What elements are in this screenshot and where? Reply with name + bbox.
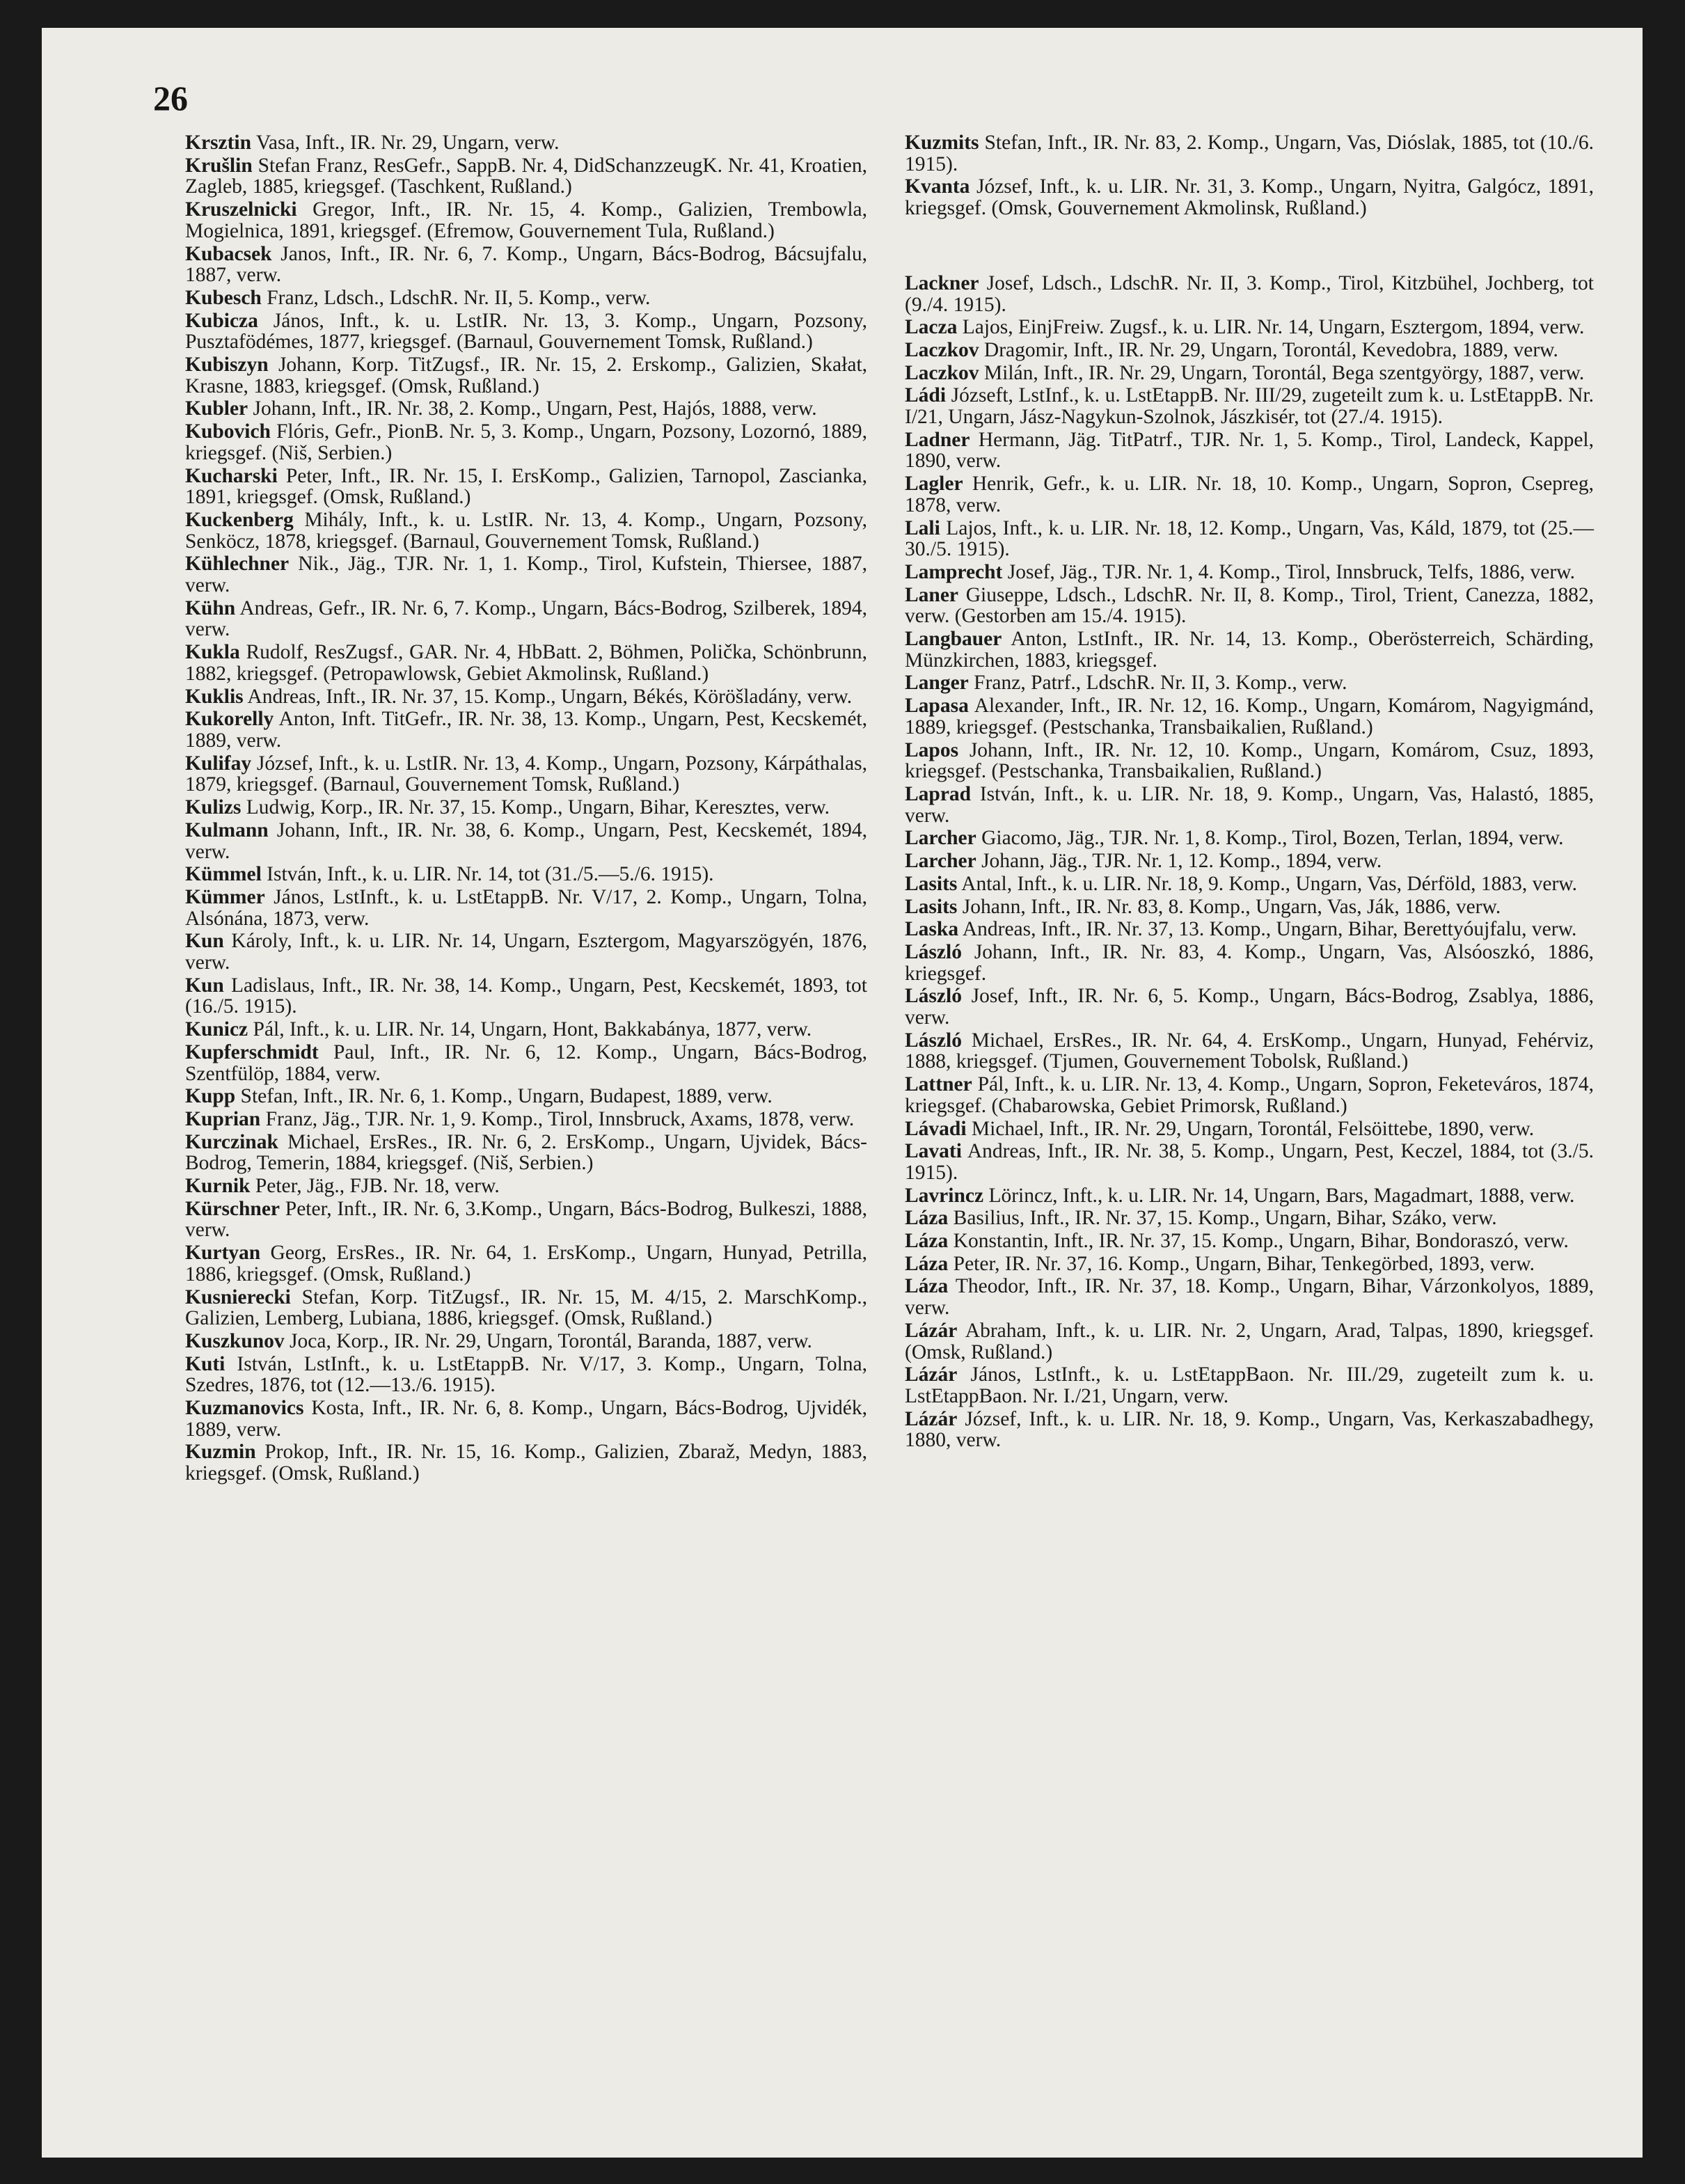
entry-details: Theodor, Inft., IR. Nr. 37, 18. Komp., Ungarn, Bihar, Várzonkolyos, 1889, verw. xyxy=(905,1275,1595,1320)
register-entry xyxy=(185,887,867,929)
entry-surname: Láza xyxy=(905,1207,949,1230)
register-entry xyxy=(185,1019,867,1040)
register-entry xyxy=(905,1185,1594,1207)
entry-details: Stefan, Inft., IR. Nr. 83, 2. Komp., Ungarn, Vas, Dióslak, 1885, tot (10./6. 1915). xyxy=(905,132,1594,175)
register-entry xyxy=(905,1409,1594,1451)
entry-details: Anton, Inft. TitGefr., IR. Nr. 38, 13. Komp., Ungarn, Pest, Kecskemét, 1889, verw. xyxy=(185,708,867,752)
entry-surname: Laska xyxy=(905,918,959,941)
entry-details: Milán, Inft., IR. Nr. 29, Ungarn, Torontál, Bega szentgyörgy, 1887, verw. xyxy=(983,361,1585,384)
entry-surname: Langbauer xyxy=(905,628,1002,651)
entry-details: János, LstInft., k. u. LstEtappBaon. Nr. III./29, zugeteilt zum k. u. LstEtappBaon. Nr. I./21, Ungarn, verw. xyxy=(905,1363,1595,1407)
entry-surname: Kupp xyxy=(185,1085,236,1108)
register-entry xyxy=(905,585,1594,627)
entry-details: Michael, Inft., IR. Nr. 29, Ungarn, Torontál, Felsöittebe, 1890, verw. xyxy=(971,1117,1535,1140)
entry-surname: Kubiszyn xyxy=(185,354,269,377)
register-entry xyxy=(185,1176,867,1197)
entry-details: Anton, LstInft., IR. Nr. 14, 13. Komp., Oberösterreich, Schärding, Münzkirchen, 1883, kriegsgef. xyxy=(905,628,1594,672)
register-entry xyxy=(185,1398,867,1440)
register-entry xyxy=(185,598,867,640)
register-entry xyxy=(905,473,1594,516)
entry-details: Peter, IR. Nr. 37, 16. Komp., Ungarn, Bihar, Tenkegörbed, 1893, verw. xyxy=(953,1252,1535,1275)
entry-surname: Kuti xyxy=(185,1352,226,1375)
entry-details: Dragomir, Inft., IR. Nr. 29, Ungarn, Torontál, Kevedobra, 1889, verw. xyxy=(983,338,1558,361)
entry-details: Antal, Inft., k. u. LIR. Nr. 18, 9. Komp., Ungarn, Vas, Dérföld, 1883, verw. xyxy=(961,872,1578,895)
entry-surname: Larcher xyxy=(905,850,976,873)
entry-details: Franz, Jäg., TJR. Nr. 1, 9. Komp., Tirol, Innsbruck, Axams, 1878, verw. xyxy=(265,1107,855,1130)
entry-surname: Kubesch xyxy=(185,286,262,309)
entry-surname: Langer xyxy=(905,672,969,695)
entry-surname: Kucharski xyxy=(185,464,278,487)
register-entry xyxy=(905,986,1594,1028)
register-entry xyxy=(185,287,867,309)
entry-details: József, Inft., k. u. LstIR. Nr. 13, 4. Komp., Ungarn, Pozsony, Kárpáthalas, 1879, kriegsgef. (Barnaul, Gouvernement Tomsk, Rußland.) xyxy=(185,752,867,796)
entry-details: Johann, Jäg., TJR. Nr. 1, 12. Komp., 1894, verw. xyxy=(981,850,1382,873)
register-entry xyxy=(185,864,867,885)
entry-surname: Kubovich xyxy=(185,420,271,443)
register-entry xyxy=(905,385,1594,427)
register-entry xyxy=(905,919,1594,940)
entry-details: János, LstInft., k. u. LstEtappB. Nr. V/17, 2. Komp., Ungarn, Tolna, Alsónána, 1873, verw. xyxy=(185,885,867,930)
register-entry xyxy=(185,1242,867,1285)
entry-surname: Kürschner xyxy=(185,1197,280,1220)
entry-surname: Lagler xyxy=(905,473,963,496)
entry-surname: Larcher xyxy=(905,827,976,850)
entry-details: Lörincz, Inft., k. u. LIR. Nr. 14, Ungarn, Bars, Magadmart, 1888, verw. xyxy=(988,1184,1575,1207)
entry-surname: Lapos xyxy=(905,738,959,761)
entry-details: Prokop, Inft., IR. Nr. 15, 16. Komp., Galizien, Zbaraž, Medyn, 1883, kriegsgef. (Omsk, Rußland.) xyxy=(185,1441,868,1485)
register-entry xyxy=(185,466,867,508)
entry-surname: Lapasa xyxy=(905,695,969,718)
register-entry xyxy=(185,975,867,1018)
register-entry xyxy=(185,753,867,796)
entry-details: Basilius, Inft., IR. Nr. 37, 15. Komp., Ungarn, Bihar, Száko, verw. xyxy=(953,1207,1497,1230)
entry-surname: Kusnierecki xyxy=(185,1285,291,1308)
entry-surname: Láza xyxy=(905,1230,949,1253)
entry-details: Stefan, Inft., IR. Nr. 6, 1. Komp., Ungarn, Budapest, 1889, verw. xyxy=(240,1085,773,1108)
entry-details: Joca, Korp., IR. Nr. 29, Ungarn, Torontál, Baranda, 1887, verw. xyxy=(290,1329,812,1352)
entry-surname: Kukla xyxy=(185,641,240,664)
entry-surname: Kulifay xyxy=(185,752,252,775)
entry-details: Giuseppe, Ldsch., LdschR. Nr. II, 8. Komp., Tirol, Trient, Canezza, 1882, verw. (Gestorben am 15./4. 1915). xyxy=(905,583,1595,628)
register-entry xyxy=(905,1118,1594,1140)
entry-surname: Laczkov xyxy=(905,338,979,361)
register-entry xyxy=(905,672,1594,694)
entry-details: Pál, Inft., k. u. LIR. Nr. 14, Ungarn, Hont, Bakkabánya, 1877, verw. xyxy=(253,1018,812,1041)
entry-details: Stefan, Korp. TitZugsf., IR. Nr. 15, M. 4/15, 2. MarschKomp., Galizien, Lemberg, Lubiana, 1886, kriegsgef. (Omsk, Rußland.) xyxy=(185,1285,867,1330)
entry-details: Peter, Inft., IR. Nr. 15, I. ErsKomp., Galizien, Tarnopol, Zascianka, 1891, kriegsgef. (Omsk, Rußland.) xyxy=(185,464,867,509)
entry-details: Hermann, Jäg. TitPatrf., TJR. Nr. 1, 5. Komp., Tirol, Landeck, Kappel, 1890, verw. xyxy=(905,428,1594,473)
entry-details: József, Inft., k. u. LIR. Nr. 31, 3. Komp., Ungarn, Nyitra, Galgócz, 1891, kriegsgef. (Omsk, Gouvernement Akmolinsk, Rußland.) xyxy=(905,175,1595,220)
entry-details: Lajos, Inft., k. u. LIR. Nr. 18, 12. Komp., Ungarn, Vas, Káld, 1879, tot (25.—30./5. 1915). xyxy=(905,516,1595,561)
entry-surname: Lattner xyxy=(905,1073,972,1096)
entry-surname: Kuzmits xyxy=(905,132,979,154)
register-entry xyxy=(905,896,1594,918)
entry-surname: Kurtyan xyxy=(185,1242,261,1265)
entry-details: Johann, Inft., IR. Nr. 38, 6. Komp., Ungarn, Pest, Kecskemét, 1894, verw. xyxy=(185,818,868,863)
entry-surname: László xyxy=(905,1029,962,1052)
entry-details: Michael, ErsRes., IR. Nr. 6, 2. ErsKomp., Ungarn, Ujvidek, Bács-Bodrog, Temerin, 1884, kriegsgef. (Niš, Serbien.) xyxy=(185,1130,868,1175)
entry-details: Stefan Franz, ResGefr., SappB. Nr. 4, DidSchanzzeugK. Nr. 41, Kroatien, Zagleb, 1885, kriegsgef. (Taschkent, Rußland.) xyxy=(185,154,867,198)
entry-details: Janos, Inft., IR. Nr. 6, 7. Komp., Ungarn, Bács-Bodrog, Bácsujfalu, 1887, verw. xyxy=(185,242,867,287)
entry-surname: Lali xyxy=(905,516,940,539)
entry-details: Franz, Ldsch., LdschR. Nr. II, 5. Komp., verw. xyxy=(267,286,651,309)
entry-details: Lajos, EinjFreiw. Zugsf., k. u. LIR. Nr. 14, Ungarn, Esztergom, 1894, verw. xyxy=(962,316,1585,339)
entry-surname: Laner xyxy=(905,583,959,606)
section-gap xyxy=(905,221,1594,273)
register-entry xyxy=(905,942,1594,984)
entry-surname: Kunicz xyxy=(185,1018,248,1041)
entry-details: Nik., Jäg., TJR. Nr. 1, 1. Komp., Tirol, Kufstein, Thiersee, 1887, verw. xyxy=(185,553,868,597)
entry-surname: Kuprian xyxy=(185,1107,261,1130)
entry-surname: Krsztin xyxy=(185,132,252,154)
entry-surname: Kubicza xyxy=(185,309,258,332)
entry-details: János, Inft., k. u. LstIR. Nr. 13, 3. Komp., Ungarn, Pozsony, Pusztafödémes, 1877, kriegsgef. (Barnaul, Gouvernement Tomsk, Rußland.) xyxy=(185,309,867,354)
register-entry xyxy=(185,310,867,353)
register-entry xyxy=(905,340,1594,361)
entry-surname: Kulizs xyxy=(185,796,242,819)
entry-surname: Lasits xyxy=(905,895,958,918)
register-entry xyxy=(185,1109,867,1130)
entry-surname: Lázár xyxy=(905,1363,958,1386)
entry-details: Michael, ErsRes., IR. Nr. 64, 4. ErsKomp., Ungarn, Hunyad, Fehérviz, 1888, kriegsgef. (Tjumen, Gouvernement Tobolsk, Rußland.) xyxy=(905,1029,1594,1073)
entry-details: Giacomo, Jäg., TJR. Nr. 1, 8. Komp., Tirol, Bozen, Terlan, 1894, verw. xyxy=(981,827,1564,850)
register-entry xyxy=(185,1198,867,1241)
entry-surname: Láza xyxy=(905,1252,949,1275)
entry-details: Andreas, Inft., IR. Nr. 37, 15. Komp., Ungarn, Békés, Köröšladány, verw. xyxy=(247,685,853,708)
register-entry xyxy=(905,518,1594,560)
entry-details: Henrik, Gefr., k. u. LIR. Nr. 18, 10. Komp., Ungarn, Sopron, Csepreg, 1878, verw. xyxy=(905,473,1595,516)
entry-surname: Ládi xyxy=(905,384,947,407)
entry-details: Abraham, Inft., k. u. LIR. Nr. 2, Ungarn, Arad, Talpas, 1890, kriegsgef. (Omsk, Rußland.) xyxy=(905,1319,1594,1363)
entry-details: Paul, Inft., IR. Nr. 6, 12. Komp., Ungarn, Bács-Bodrog, Szentfülöp, 1884, verw. xyxy=(185,1040,867,1085)
entry-surname: Laczkov xyxy=(905,361,979,384)
entry-surname: Lacza xyxy=(905,316,958,339)
register-entry xyxy=(905,132,1594,175)
register-entry xyxy=(905,562,1594,583)
page xyxy=(42,28,1643,2158)
register-entry xyxy=(905,1030,1594,1073)
page-number: 26 xyxy=(153,79,188,118)
entry-surname: Kvanta xyxy=(905,175,970,198)
entry-surname: Krušlin xyxy=(185,154,253,177)
entry-details: Johann, Inft., IR. Nr. 83, 8. Komp., Ungarn, Vas, Ják, 1886, verw. xyxy=(962,895,1501,918)
register-entry xyxy=(905,1364,1594,1407)
entry-surname: Kurnik xyxy=(185,1175,251,1198)
entry-details: Josef, Jäg., TJR. Nr. 1, 4. Komp., Tirol, Innsbruck, Telfs, 1886, verw. xyxy=(1007,560,1575,583)
register-entry xyxy=(185,244,867,286)
entry-surname: Lázár xyxy=(905,1319,958,1342)
register-entry xyxy=(185,1132,867,1174)
register-entry xyxy=(905,1141,1594,1183)
entry-surname: Kurczinak xyxy=(185,1130,278,1153)
register-entry xyxy=(905,828,1594,849)
register-entry xyxy=(185,797,867,818)
entry-details: Johann, Inft., IR. Nr. 12, 10. Komp., Ungarn, Komárom, Csuz, 1893, kriegsgef. (Pestschanka, Transbaikalien, Rußland.) xyxy=(905,738,1594,783)
register-entry xyxy=(905,628,1594,671)
entry-surname: Kun xyxy=(185,930,224,953)
entry-surname: Ladner xyxy=(905,428,970,451)
entry-details: Józseft, LstInf., k. u. LstEtappB. Nr. III/29, zugeteilt zum k. u. LstEtappB. Nr. I/21, Ungarn, Jász-Nagykun-Szolnok, Jászkisér, tot (27./4. 1915). xyxy=(905,384,1595,429)
register-entry xyxy=(905,740,1594,782)
register-entry xyxy=(905,363,1594,384)
register-entry xyxy=(185,931,867,973)
register-entry xyxy=(905,176,1594,219)
entry-details: Josef, Ldsch., LdschR. Nr. II, 3. Komp., Tirol, Kitzbühel, Jochberg, tot (9./4. 1915). xyxy=(905,271,1595,316)
register-entry xyxy=(905,873,1594,895)
entry-details: Ladislaus, Inft., IR. Nr. 38, 14. Komp., Ungarn, Pest, Kecskemét, 1893, tot (16./5. 1915). xyxy=(185,974,868,1018)
entry-surname: Lamprecht xyxy=(905,560,1003,583)
entry-details: István, Inft., k. u. LIR. Nr. 14, tot (31./5.—5./6. 1915). xyxy=(267,863,714,886)
register-entry xyxy=(185,1441,867,1484)
entry-details: Ludwig, Korp., IR. Nr. 37, 15. Komp., Ungarn, Bihar, Keresztes, verw. xyxy=(246,796,830,819)
entry-surname: Láza xyxy=(905,1275,949,1298)
register-entry xyxy=(905,429,1594,472)
register-entry xyxy=(185,1354,867,1396)
register-entry xyxy=(905,1253,1594,1275)
entry-surname: László xyxy=(905,940,962,963)
register-entry xyxy=(185,421,867,464)
entry-details: Kosta, Inft., IR. Nr. 6, 8. Komp., Ungarn, Bács-Bodrog, Ujvidék, 1889, verw. xyxy=(185,1397,867,1441)
entry-details: Georg, ErsRes., IR. Nr. 64, 1. ErsKomp., Ungarn, Hunyad, Petrilla, 1886, kriegsgef. (Omsk, Rußland.) xyxy=(185,1242,868,1285)
register-entry xyxy=(185,1287,867,1329)
register-entry xyxy=(185,709,867,751)
entry-surname: Kubacsek xyxy=(185,242,272,265)
entry-surname: Lázár xyxy=(905,1407,958,1430)
entry-surname: Lávadi xyxy=(905,1117,967,1140)
entry-surname: László xyxy=(905,985,962,1008)
register-entry xyxy=(905,850,1594,872)
entry-surname: Kümmer xyxy=(185,885,265,908)
register-entry xyxy=(905,784,1594,826)
register-entry xyxy=(905,695,1594,738)
entry-details: István, LstInft., k. u. LstEtappB. Nr. V/17, 3. Komp., Ungarn, Tolna, Szedres, 1876, tot (12.—13./6. 1915). xyxy=(185,1352,867,1397)
entry-surname: Kupferschmidt xyxy=(185,1040,319,1063)
right-column xyxy=(905,132,1594,1453)
register-entry xyxy=(905,273,1594,315)
entry-surname: Kuklis xyxy=(185,685,244,708)
entry-details: Johann, Korp. TitZugsf., IR. Nr. 15, 2. Erskomp., Galizien, Skałat, Krasne, 1883, kriegsgef. (Omsk, Rußland.) xyxy=(185,354,868,397)
register-entry xyxy=(185,132,867,154)
entry-surname: Kuckenberg xyxy=(185,508,294,531)
entry-surname: Kuszkunov xyxy=(185,1329,285,1352)
entry-surname: Kun xyxy=(185,974,224,997)
left-column xyxy=(185,132,867,1486)
entry-details: József, Inft., k. u. LIR. Nr. 18, 9. Komp., Ungarn, Vas, Kerkaszabadhegy, 1880, verw. xyxy=(905,1407,1595,1452)
entry-surname: Lavrincz xyxy=(905,1184,984,1207)
entry-surname: Kubler xyxy=(185,397,248,420)
register-entry xyxy=(185,398,867,420)
register-entry xyxy=(185,820,867,862)
entry-details: Alexander, Inft., IR. Nr. 12, 16. Komp., Ungarn, Komárom, Nagyigmánd, 1889, kriegsgef. (Pestschanka, Transbaikalien, Rußland.) xyxy=(905,695,1595,738)
entry-details: Peter, Jäg., FJB. Nr. 18, verw. xyxy=(255,1175,500,1198)
register-entry xyxy=(905,1320,1594,1363)
entry-details: Flóris, Gefr., PionB. Nr. 5, 3. Komp., Ungarn, Pozsony, Lozornó, 1889, kriegsgef. (Niš, Serbien.) xyxy=(185,420,868,464)
register-entry xyxy=(185,199,867,242)
entry-surname: Kruszelnicki xyxy=(185,198,297,221)
register-entry xyxy=(185,686,867,708)
entry-surname: Kühlechner xyxy=(185,553,290,576)
entry-surname: Lasits xyxy=(905,872,958,895)
entry-surname: Kulmann xyxy=(185,818,269,841)
entry-surname: Laprad xyxy=(905,782,972,805)
register-entry xyxy=(905,317,1594,338)
entry-surname: Lackner xyxy=(905,271,979,294)
entry-details: Mihály, Inft., k. u. LstIR. Nr. 13, 4. Komp., Ungarn, Pozsony, Senköcz, 1878, kriegsgef. (Barnaul, Gouvernement Tomsk, Rußland.) xyxy=(185,508,867,553)
entry-details: Rudolf, ResZugsf., GAR. Nr. 4, HbBatt. 2, Böhmen, Polička, Schönbrunn, 1882, kriegsgef. (Petropawlowsk, Gebiet Akmolinsk, Rußland.) xyxy=(185,641,868,685)
register-entry xyxy=(185,642,867,684)
entry-details: Pál, Inft., k. u. LIR. Nr. 13, 4. Komp., Ungarn, Sopron, Feketeváros, 1874, kriegsgef. (Chabarowska, Gebiet Primorsk, Rußland.) xyxy=(905,1073,1595,1117)
entry-surname: Lavati xyxy=(905,1140,962,1163)
register-entry xyxy=(185,1086,867,1107)
entry-details: Johann, Inft., IR. Nr. 38, 2. Komp., Ungarn, Pest, Hajós, 1888, verw. xyxy=(253,397,817,420)
entry-surname: Kuzmin xyxy=(185,1441,256,1464)
register-entry xyxy=(185,1331,867,1352)
entry-surname: Kühn xyxy=(185,596,236,619)
register-entry xyxy=(185,354,867,397)
entry-details: István, Inft., k. u. LIR. Nr. 18, 9. Komp., Ungarn, Vas, Halastó, 1885, verw. xyxy=(905,782,1595,827)
entry-surname: Kukorelly xyxy=(185,708,274,731)
entry-details: Andreas, Gefr., IR. Nr. 6, 7. Komp., Ungarn, Bács-Bodrog, Szilberek, 1894, verw. xyxy=(185,596,867,641)
entry-details: Andreas, Inft., IR. Nr. 37, 13. Komp., Ungarn, Bihar, Berettyóujfalu, verw. xyxy=(962,918,1577,941)
entry-surname: Kuzmanovics xyxy=(185,1397,304,1420)
register-entry xyxy=(905,1208,1594,1229)
entry-details: Gregor, Inft., IR. Nr. 15, 4. Komp., Galizien, Trembowla, Mogielnica, 1891, kriegsgef. (Efremow, Gouvernement Tula, Rußland.) xyxy=(185,198,868,242)
register-entry xyxy=(185,509,867,552)
entry-details: Károly, Inft., k. u. LIR. Nr. 14, Ungarn, Esztergom, Magyarszögyén, 1876, verw. xyxy=(185,930,867,974)
entry-details: Vasa, Inft., IR. Nr. 29, Ungarn, verw. xyxy=(255,132,560,154)
entry-details: Andreas, Inft., IR. Nr. 38, 5. Komp., Ungarn, Pest, Keczel, 1884, tot (3./5. 1915). xyxy=(905,1140,1595,1184)
entry-details: Peter, Inft., IR. Nr. 6, 3.Komp., Ungarn, Bács-Bodrog, Bulkeszi, 1888, verw. xyxy=(185,1197,867,1242)
register-entry xyxy=(905,1231,1594,1252)
register-entry xyxy=(185,553,867,596)
register-entry xyxy=(905,1074,1594,1116)
register-entry xyxy=(905,1276,1594,1318)
entry-details: Konstantin, Inft., IR. Nr. 37, 15. Komp., Ungarn, Bihar, Bondoraszó, verw. xyxy=(953,1230,1569,1253)
entry-details: Franz, Patrf., LdschR. Nr. II, 3. Komp., verw. xyxy=(974,672,1347,695)
entry-details: Johann, Inft., IR. Nr. 83, 4. Komp., Ungarn, Vas, Alsóoszkó, 1886, kriegsgef. xyxy=(905,940,1595,985)
register-entry xyxy=(185,155,867,198)
entry-surname: Kümmel xyxy=(185,863,262,886)
register-entry xyxy=(185,1042,867,1084)
entry-details: Josef, Inft., IR. Nr. 6, 5. Komp., Ungarn, Bács-Bodrog, Zsablya, 1886, verw. xyxy=(905,985,1594,1029)
